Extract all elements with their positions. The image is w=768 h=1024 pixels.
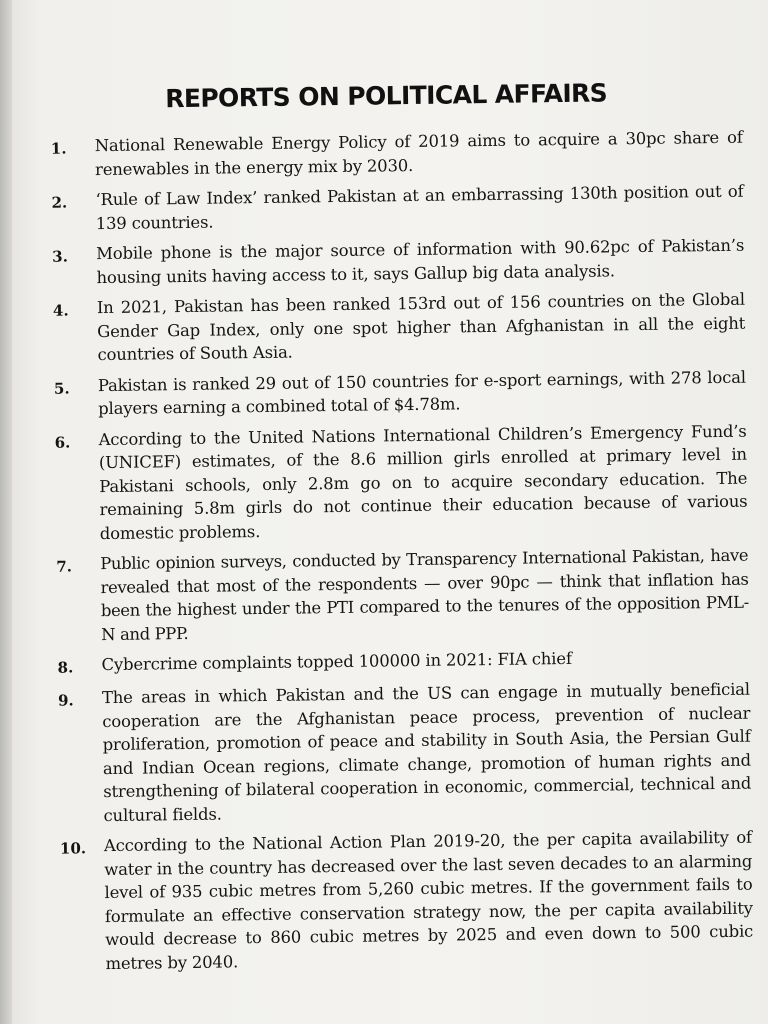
report-item-4	[33, 288, 746, 368]
item-number: 1.	[50, 139, 67, 158]
report-item-2	[31, 180, 744, 236]
report-item-9	[38, 678, 752, 828]
item-text: Pakistan is ranked 29 out of 150 countries for e-sport earnings, with 278 local players earning a combined total of $4.78m.	[97, 367, 746, 419]
item-text: ‘Rule of Law Index’ ranked Pakistan at an embarrassing 130th position out of 139 countries.	[95, 181, 744, 233]
report-item-5	[34, 365, 747, 421]
item-number: 7.	[56, 557, 73, 576]
report-item-8	[37, 645, 749, 680]
item-text: National Renewable Energy Policy of 2019 aims to acquire a 30pc share of renewables in the energy mix by 2030.	[94, 127, 743, 179]
page-edge	[0, 0, 12, 1024]
item-number: 6.	[54, 433, 71, 452]
report-item-3	[32, 234, 745, 290]
item-text: Mobile phone is the major source of information with 90.62pc of Pakistan’s housing units having access to it, says Gallup big data analysis.	[96, 235, 745, 287]
item-number: 5.	[53, 379, 70, 398]
item-number: 3.	[52, 247, 69, 266]
item-text: In 2021, Pakistan has been ranked 153rd out of 156 countries on the Global Gender Gap Index, only one spot higher than Afghanistan in all the eight countries of South Asia.	[96, 289, 746, 365]
report-item-6	[34, 419, 747, 546]
item-text: According to the National Action Plan 2019-20, the per capita availability of water in the country has decreased over the last seven decades to an alarming level of 935 cubic metres from 5,260 cubic metres. If the government fails to formulate an effective conservation strategy now, the per capita availability would decrease to 860 cubic metres by 2025 and even down to 500 cubic metres by 2040.	[103, 827, 754, 973]
document-page	[30, 77, 754, 983]
item-text: Cybercrime complaints topped 100000 in 2021: FIA chief	[101, 648, 572, 675]
item-text: According to the United Nations International Children’s Emergency Fund’s (UNICEF) estimates, of the 8.6 million girls enrolled at primary level in Pakistani schools, only 2.8m go on to acquire secondary education. The remaining 5.8m girls do not continue their education because of various domestic problems.	[98, 421, 748, 543]
item-number: 2.	[51, 193, 68, 212]
item-text: The areas in which Pakistan and the US can engage in mutually beneficial cooperation are the Afghanistan peace process, prevention of nuclear proliferation, promotion of peace and stability in South Asia, the Persian Gulf and Indian Ocean regions, climate change, promotion of human rights and strengthening of bilateral cooperation in economic, commercial, technical and cultural fields.	[101, 679, 752, 825]
page-title: REPORTS ON POLITICAL AFFAIRS	[165, 78, 608, 114]
item-number: 4.	[52, 301, 69, 320]
item-number: 10.	[59, 839, 87, 858]
item-number: 8.	[57, 658, 74, 677]
report-list	[31, 126, 754, 976]
report-item-10	[40, 826, 754, 976]
report-item-1	[31, 126, 744, 182]
report-item-7	[36, 544, 749, 647]
item-number: 9.	[57, 691, 74, 710]
item-text: Public opinion surveys, conducted by Transparency International Pakistan, have revealed that most of the respondents — over 90pc — think that inflation has been the highest under the PTI compared to the tenures of the opposition PML-N and PPP.	[100, 545, 749, 644]
